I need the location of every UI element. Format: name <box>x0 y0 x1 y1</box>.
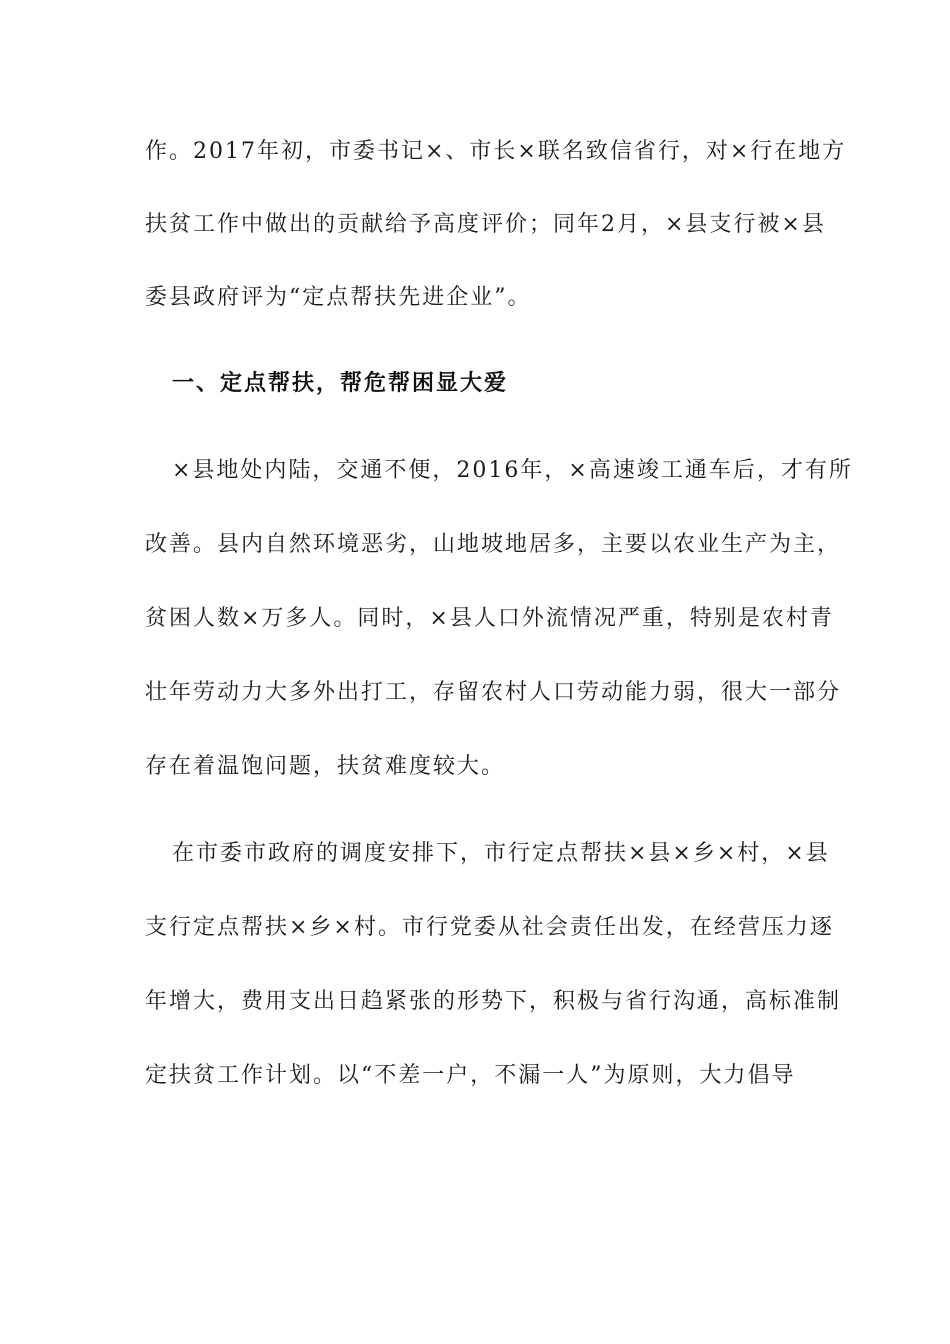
paragraph-line: 扶贫工作中做出的贡献给予高度评价；同年2月，×县支行被×县 <box>145 212 826 237</box>
paragraph-line: 壮年劳动力大多外出打工，存留农村人口劳动能力弱，很大一部分 <box>145 680 842 705</box>
paragraph-line: 作。2017年初，市委书记×、市长×联名致信省行，对×行在地方 <box>145 139 847 164</box>
paragraph-line: ×县地处内陆，交通不便，2016年，×高速竣工通车后，才有所 <box>172 458 853 483</box>
paragraph-line: 支行定点帮扶×乡×村。市行党委从社会责任出发，在经营压力逐 <box>145 915 834 940</box>
paragraph-line: 在市委市政府的调度安排下，市行定点帮扶×县×乡×村，×县 <box>172 841 830 866</box>
section-heading: 一、定点帮扶，帮危帮困显大爱 <box>172 371 509 396</box>
paragraph-line: 贫困人数×万多人。同时，×县人口外流情况严重，特别是农村青 <box>145 606 834 631</box>
paragraph-line: 改善。县内自然环境恶劣，山地坡地居多，主要以农业生产为主， <box>145 532 842 557</box>
paragraph-line: 定扶贫工作计划。以“不差一户，不漏一人”为原则，大力倡导 <box>145 1063 796 1088</box>
paragraph-line: 年增大，费用支出日趋紧张的形势下，积极与省行沟通，高标准制 <box>145 989 842 1014</box>
paragraph-line: 存在着温饱问题，扶贫难度较大。 <box>145 754 506 779</box>
paragraph-line: 委县政府评为“定点帮扶先进企业”。 <box>145 285 532 310</box>
